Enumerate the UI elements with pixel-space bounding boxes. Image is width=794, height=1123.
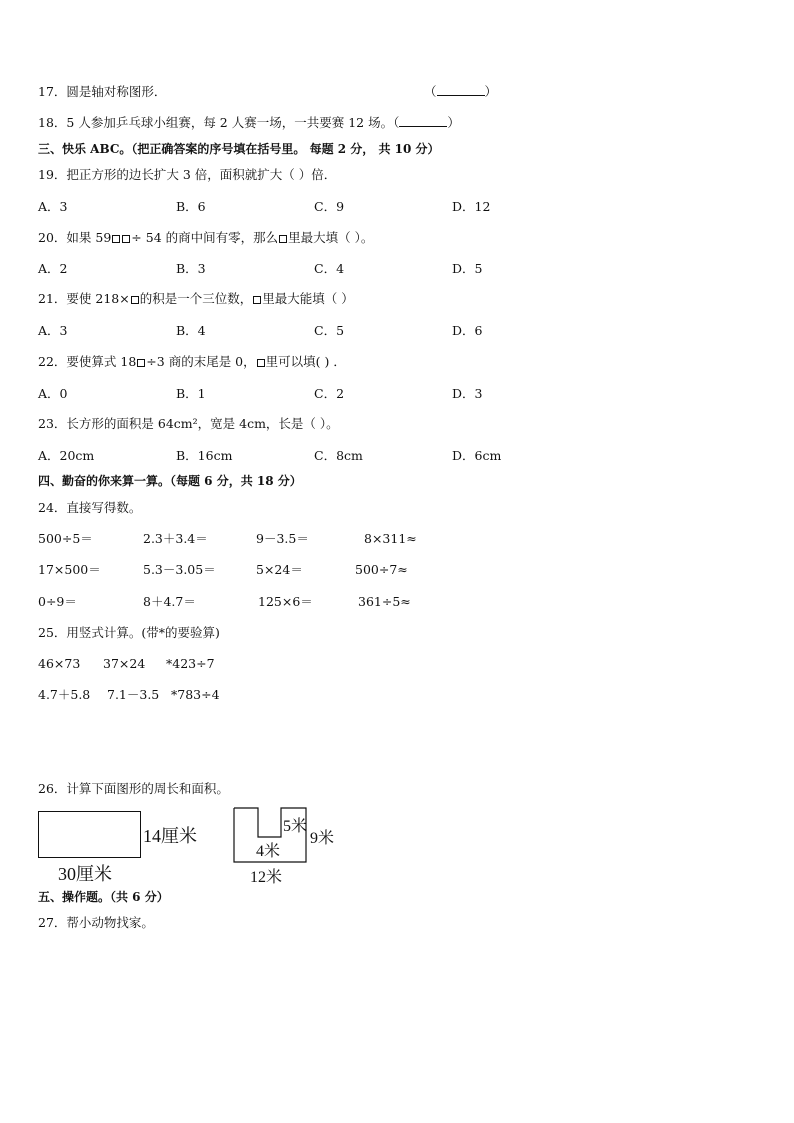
paren-close: ）: [484, 84, 498, 99]
square-box-icon: [257, 359, 265, 367]
q21-option-d[interactable]: D．6: [452, 323, 483, 338]
rect-width-label: 30厘米: [58, 864, 112, 884]
q20-text-end: 里最大填（ ）。: [288, 230, 374, 245]
q25-item: 7.1－3.5: [107, 687, 160, 702]
answer-blank-17[interactable]: [424, 84, 497, 100]
q22-option-d[interactable]: D．3: [452, 386, 483, 401]
question-27-text: 27．帮小动物找家。: [38, 915, 154, 930]
q24-item: 8×311≈: [364, 531, 417, 546]
q25-item: *423÷7: [166, 656, 215, 671]
question-20: [38, 230, 373, 246]
rectangle-figure: [38, 811, 141, 858]
q24-item: 125×6＝: [258, 594, 313, 609]
q25-item: 37×24: [103, 656, 146, 671]
question-25-text: 25．用竖式计算。(带*的要验算): [38, 625, 220, 640]
question-19-text: 19．把正方形的边长扩大 3 倍，面积就扩大（ ）倍．: [38, 167, 337, 182]
square-box-icon: [112, 235, 120, 243]
shape-width-label: 12米: [250, 869, 283, 886]
q21-option-b[interactable]: B．4: [176, 323, 206, 338]
q23-option-c[interactable]: C．8cm: [314, 448, 363, 463]
q20-option-a[interactable]: A．2: [38, 261, 68, 276]
q20-text-after: ÷ 54 的商中间有零，那么: [131, 230, 279, 245]
question-22: [38, 354, 346, 370]
shape-height-label: 9米: [310, 830, 335, 847]
q24-item: 9－3.5＝: [256, 531, 309, 546]
q22-text-after: ÷3 商的末尾是 0，: [146, 354, 256, 369]
q24-item: 17×500＝: [38, 562, 101, 577]
question-26-text: 26．计算下面图形的周长和面积。: [38, 781, 229, 796]
q24-item: 361÷5≈: [358, 594, 411, 609]
rect-height-label: 14厘米: [143, 826, 197, 846]
q24-item: 2.3＋3.4＝: [143, 531, 208, 546]
q21-option-a[interactable]: A．3: [38, 323, 68, 338]
q19-option-c[interactable]: C．9: [314, 199, 345, 214]
q20-text-before: 20．如果 59: [38, 230, 112, 245]
q20-option-d[interactable]: D．5: [452, 261, 483, 276]
q24-item: 500÷5＝: [38, 531, 93, 546]
square-box-icon: [279, 235, 287, 243]
q21-text-after: 的积是一个三位数，: [139, 291, 253, 306]
paren-open: （: [424, 84, 437, 99]
shape-top-label: 5米: [283, 818, 308, 835]
q24-item: 8＋4.7＝: [143, 594, 196, 609]
question-24-text: 24．直接写得数。: [38, 500, 142, 515]
q23-option-d[interactable]: D．6cm: [452, 448, 502, 463]
shape-inner-label: 4米: [256, 843, 281, 860]
q21-option-c[interactable]: C．5: [314, 323, 345, 338]
q25-item: 4.7＋5.8: [38, 687, 91, 702]
question-18-text: 18．5 人参加乒乓球小组赛，每 2 人赛一场，一共要赛 12 场。（: [38, 115, 400, 130]
q19-option-a[interactable]: A．3: [38, 199, 68, 214]
square-box-icon: [131, 296, 139, 304]
square-box-icon: [253, 296, 261, 304]
q24-item: 5×24＝: [256, 562, 303, 577]
q20-option-c[interactable]: C．4: [314, 261, 345, 276]
q24-item: 5.3－3.05＝: [143, 562, 216, 577]
question-21: [38, 291, 354, 307]
q22-text-before: 22．要使算式 18: [38, 354, 137, 369]
section-3-title: 三、快乐 ABC。（把正确答案的序号填在括号里。 每题 2 分， 共 10 分）: [38, 142, 440, 156]
q24-item: 500÷7≈: [355, 562, 408, 577]
question-23-text: 23．长方形的面积是 64cm²，宽是 4cm，长是（ ）。: [38, 416, 339, 431]
q21-text-before: 21．要使 218×: [38, 291, 130, 306]
paren-close: ）: [447, 115, 460, 130]
square-box-icon: [122, 235, 130, 243]
q22-text-end: 里可以填( ) ．: [265, 354, 346, 369]
q19-option-b[interactable]: B．6: [176, 199, 206, 214]
q19-option-d[interactable]: D．12: [452, 199, 491, 214]
q21-text-end: 里最大能填（ ）: [262, 291, 354, 306]
q23-option-b[interactable]: B．16cm: [176, 448, 233, 463]
blank-line: [437, 85, 485, 96]
q22-option-b[interactable]: B．1: [176, 386, 206, 401]
q22-option-c[interactable]: C．2: [314, 386, 345, 401]
question-17-text: 17．圆是轴对称图形．: [38, 84, 167, 99]
q23-option-a[interactable]: A．20cm: [38, 448, 95, 463]
q22-option-a[interactable]: A．0: [38, 386, 68, 401]
section-4-title: 四、勤奋的你来算一算。（每题 6 分，共 18 分）: [38, 474, 302, 488]
question-17: [38, 84, 166, 100]
section-5-title: 五、操作题。（共 6 分）: [38, 890, 169, 904]
question-18: [38, 115, 460, 131]
q20-option-b[interactable]: B．3: [176, 261, 206, 276]
q25-item: 46×73: [38, 656, 81, 671]
square-box-icon: [137, 359, 145, 367]
q25-item: *783÷4: [171, 687, 220, 702]
q24-item: 0÷9＝: [38, 594, 77, 609]
answer-blank-18[interactable]: [399, 116, 447, 127]
